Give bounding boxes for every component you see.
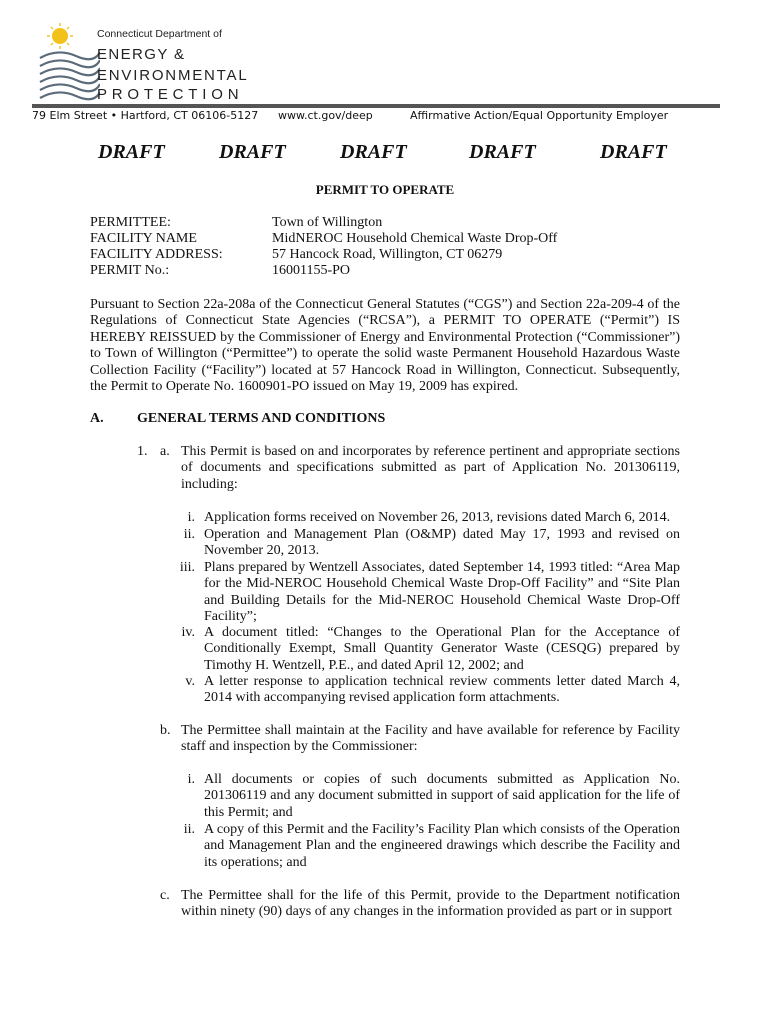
draft-mark: DRAFT <box>98 141 165 163</box>
subitem-letter-a: a. <box>160 444 170 459</box>
agency-website: www.ct.gov/deep <box>278 109 373 122</box>
section-letter: A. <box>90 411 104 426</box>
subitem-letter-b: b. <box>160 723 171 738</box>
draft-mark: DRAFT <box>219 141 286 163</box>
facility-name-label: FACILITY NAME <box>90 231 197 246</box>
subitem-letter-c: c. <box>160 888 170 903</box>
agency-name-small: Connecticut Department of <box>97 28 222 40</box>
facility-address-label: FACILITY ADDRESS: <box>90 247 223 262</box>
list-item: Operation and Management Plan (O&MP) dated May 17, 1993 and revised on November 20, 2013. <box>204 527 680 559</box>
employer-statement: Affirmative Action/Equal Opportunity Employer <box>410 109 669 122</box>
intro-paragraph <box>90 297 680 395</box>
section-title: GENERAL TERMS AND CONDITIONS <box>137 411 386 426</box>
list-item: A letter response to application technical review comments letter dated March 4, 2014 with accompanying revised application form attachments. <box>204 674 680 706</box>
facility-name-value: MidNEROC Household Chemical Waste Drop-Off <box>272 231 558 246</box>
waves-icon <box>40 52 100 99</box>
list-item: A copy of this Permit and the Facility’s Facility Plan which consists of the Operation and Management Plan and the engineered drawings which describe the Facility and its operations; and <box>204 822 680 870</box>
roman-numeral: ii. <box>183 527 195 542</box>
agency-name-line2: ENVIRONMENTAL <box>97 67 249 84</box>
list-item: All documents or copies of such documents submitted as Application No. 201306119 and any document submitted in support of said application for the life of this Permit; and <box>204 772 680 820</box>
deep-logo-icon <box>38 22 100 104</box>
draft-mark: DRAFT <box>469 141 536 163</box>
subitem-b-text: The Permittee shall maintain at the Facility and have available for reference by Facility staff and inspection by the Commissioner: <box>181 723 680 755</box>
intro-text: Pursuant to Section 22a-208a of the Connecticut General Statutes (“CGS”) and Section 22a-209-4 of the Regulations of Connecticut State Agencies (“RCSA”), a PERMIT TO OPERATE (“Permit”) IS HEREBY REISSUED by the Commissioner of Energy and Environmental Protection (“Commissioner”) to Town of Willington (“Permittee”) to operate the solid waste Permanent Household Hazardous Waste Collection Facility (“Facility”) located at 57 Hancock Road in Willington, Connecticut. Subsequently, the Permit to Operate No. 1600901-PO issued on May 19, 2009 has expired. <box>90 297 680 395</box>
list-item: A document titled: “Changes to the Operational Plan for the Acceptance of Conditionally Exempt, Small Quantity Generator Waste (CESQG) prepared by Timothy H. Wentzell, P.E., and dated April 12, 2002; and <box>204 625 680 673</box>
roman-numeral: ii. <box>183 822 195 837</box>
document-title: PERMIT TO OPERATE <box>315 182 455 197</box>
list-item: Application forms received on November 26, 2013, revisions dated March 6, 2014. <box>204 510 671 525</box>
subitem-a-text: This Permit is based on and incorporates by reference pertinent and appropriate sections of documents and specifications submitted as part of Application No. 201306119, including: <box>181 444 680 492</box>
agency-name-line1: ENERGY & <box>97 46 186 63</box>
item-number: 1. <box>137 444 148 459</box>
header-rule <box>32 104 720 108</box>
list-item: Plans prepared by Wentzell Associates, dated September 14, 1993 titled: “Area Map for the Mid-NEROC Household Chemical Waste Drop-Off Facility” and “Site Plan and Building Details for the Mid-NEROC Household Chemical Waste Drop-Off Facility”; <box>204 560 680 625</box>
facility-address-value: 57 Hancock Road, Willington, CT 06279 <box>272 247 503 262</box>
agency-address: 79 Elm Street • Hartford, CT 06106-5127 <box>32 109 259 122</box>
roman-numeral: i. <box>187 510 195 525</box>
permit-number-label: PERMIT No.: <box>90 263 170 278</box>
permittee-value: Town of Willington <box>272 215 383 230</box>
roman-numeral: i. <box>187 772 195 787</box>
roman-numeral: iii. <box>179 560 195 575</box>
subitem-c-text: The Permittee shall for the life of this Permit, provide to the Department notification within ninety (90) days of any changes in the information provided as part or in support <box>181 888 680 920</box>
roman-numeral: iv. <box>181 625 195 640</box>
draft-mark: DRAFT <box>340 141 407 163</box>
draft-mark: DRAFT <box>600 141 667 163</box>
permittee-label: PERMITTEE: <box>90 215 171 230</box>
agency-name-line3: PROTECTION <box>97 86 244 103</box>
roman-numeral: v. <box>185 674 195 689</box>
permit-number-value: 16001155-PO <box>272 263 351 278</box>
sun-icon <box>47 23 73 49</box>
